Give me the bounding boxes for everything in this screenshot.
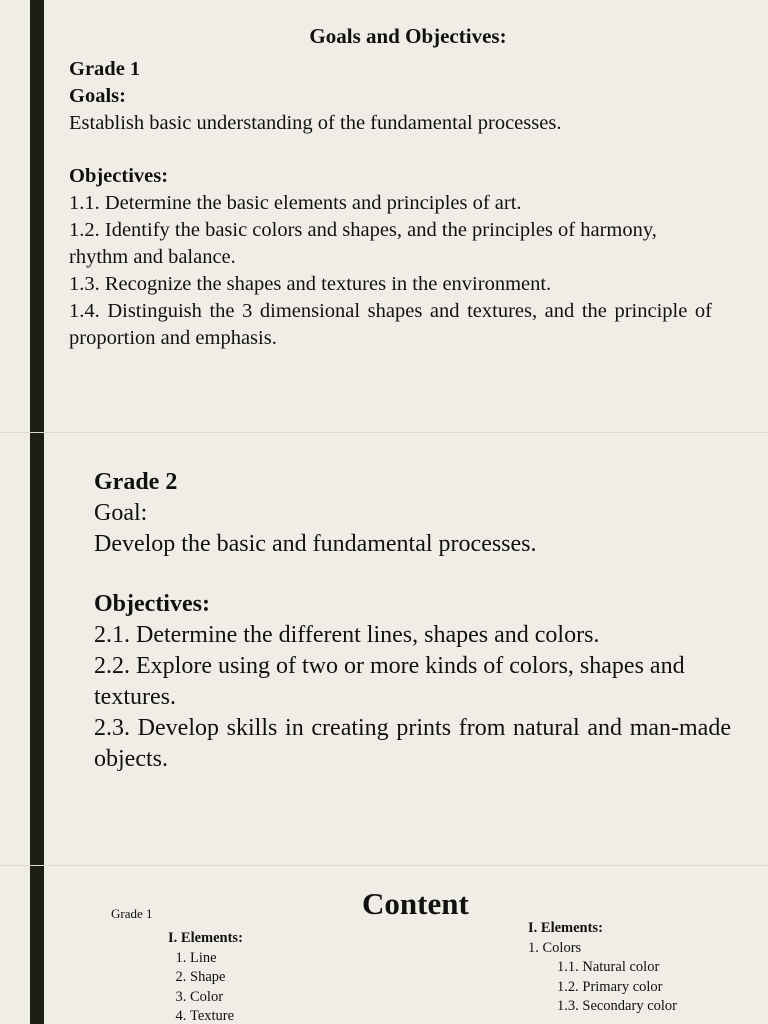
- list-subitem: 1.3. Secondary color: [557, 998, 677, 1014]
- objective-item: 1.3. Recognize the shapes and textures in the environment.: [69, 273, 552, 295]
- goal-text: Develop the basic and fundamental processes.: [94, 531, 537, 557]
- slide-body: [69, 56, 712, 352]
- objective-item: 2.3. Develop skills in creating prints from natural and man-made objects.: [94, 715, 731, 772]
- objective-item: 1.1. Determine the basic elements and principles of art.: [69, 192, 522, 214]
- slide-accent-bar: [30, 866, 44, 1024]
- list-subitem: 1.2. Primary color: [557, 978, 663, 995]
- list-subitem: 1.1. Natural color: [557, 959, 660, 975]
- slide-grade-2-goals: [0, 433, 768, 865]
- grade-heading: Grade 2: [94, 469, 178, 495]
- objective-item: 2.1. Determine the different lines, shapes and colors.: [94, 622, 600, 648]
- elements-heading: I. Elements:: [528, 920, 603, 936]
- goal-text: Establish basic understanding of the fundamental processes.: [69, 112, 562, 134]
- elements-heading: I. Elements:: [168, 930, 243, 946]
- slide-grade-1-goals: [0, 0, 768, 432]
- grade-label: Grade 1: [111, 906, 153, 921]
- goal-heading: Goal:: [94, 500, 148, 526]
- slide-title: Content: [362, 886, 469, 921]
- slide-title: Goals and Objectives:: [309, 24, 507, 48]
- objective-item: 2.2. Explore using of two or more kinds of colors, shapes and textures.: [94, 653, 685, 710]
- right-column: [528, 919, 677, 1017]
- list-item: 1. Line: [190, 949, 243, 969]
- slide-accent-bar: [30, 0, 44, 432]
- slide-accent-bar: [30, 433, 44, 865]
- list-item: 2. Shape: [190, 968, 243, 988]
- goals-heading: Goals:: [69, 85, 126, 107]
- objective-item: 1.2. Identify the basic colors and shapes, and the principles of harmony, rhythm and balance.: [69, 219, 657, 268]
- grade-heading: Grade 1: [69, 58, 141, 80]
- list-item: 4. Texture: [190, 1007, 243, 1024]
- elements-list: [168, 949, 243, 1024]
- list-item: 1. Colors: [528, 939, 582, 956]
- objective-item: 1.4. Distinguish the 3 dimensional shapes and textures, and the principle of proportion and emphasis.: [69, 300, 712, 349]
- slide-body: [94, 467, 731, 775]
- slide-content: [0, 866, 768, 1024]
- objectives-heading: Objectives:: [69, 165, 169, 187]
- objectives-heading: Objectives:: [94, 591, 210, 617]
- left-column: [168, 929, 243, 1024]
- list-item: 3. Color: [190, 988, 243, 1008]
